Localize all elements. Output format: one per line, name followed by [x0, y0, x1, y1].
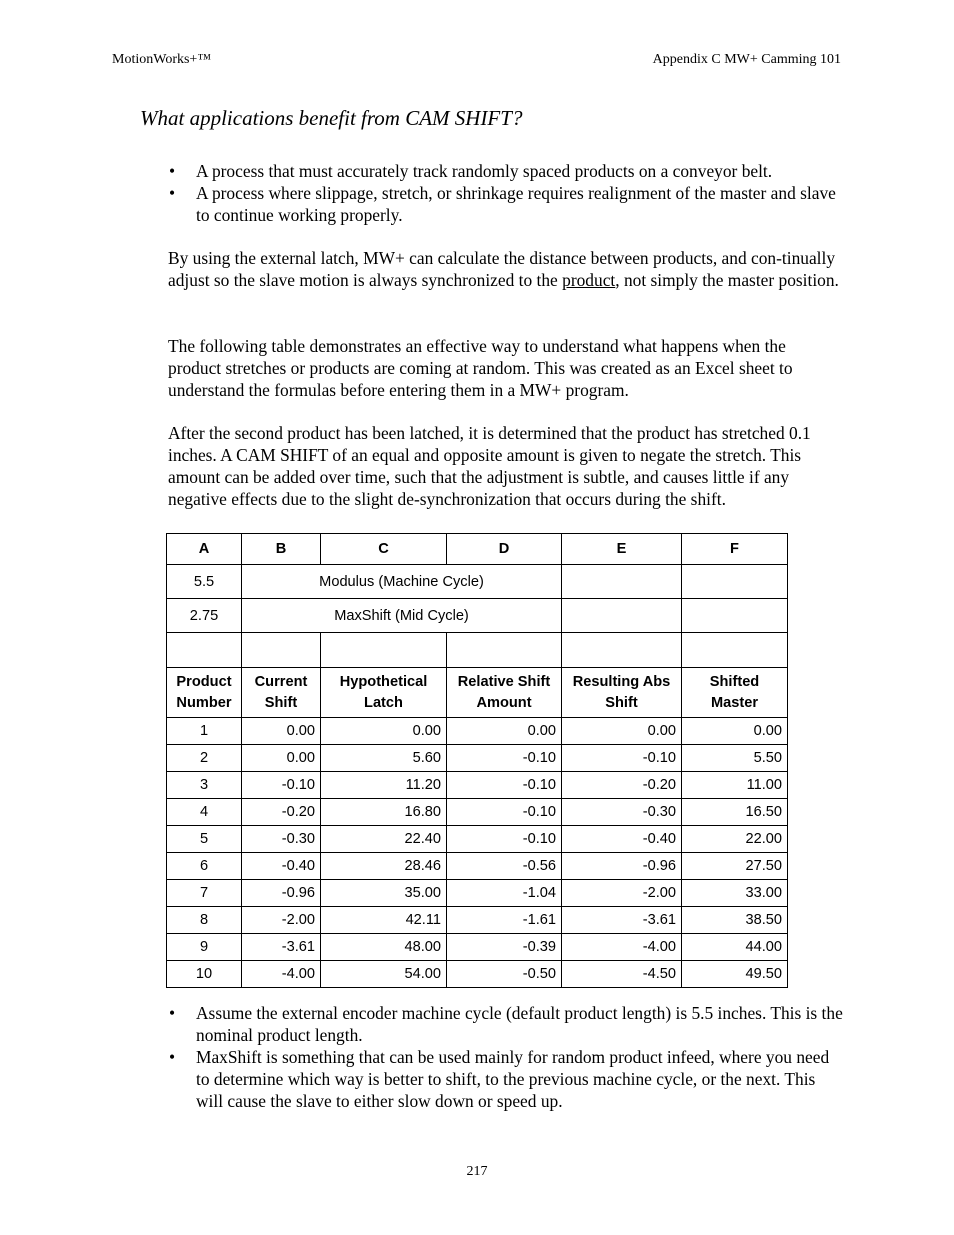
table-cell: -0.10: [447, 772, 562, 799]
empty-cell: [562, 633, 682, 668]
table-cell: -0.10: [562, 745, 682, 772]
table-row: [167, 853, 788, 880]
table-cell: -2.00: [562, 880, 682, 907]
empty-cell: [242, 633, 321, 668]
table-cell: 22.40: [321, 826, 447, 853]
column-letter: D: [447, 534, 562, 565]
table-cell: -0.39: [447, 934, 562, 961]
table-body: [167, 718, 788, 988]
paragraph-latch: [168, 247, 843, 291]
column-header-resulting-abs-shift: Resulting Abs Shift: [562, 668, 682, 718]
empty-cell: [562, 599, 682, 633]
table-cell: 0.00: [321, 718, 447, 745]
param-label: Modulus (Machine Cycle): [242, 565, 562, 599]
section-heading: What applications benefit from CAM SHIFT?: [140, 106, 523, 130]
table-cell: 5.50: [682, 745, 788, 772]
empty-cell: [562, 565, 682, 599]
table-cell: 0.00: [562, 718, 682, 745]
table-cell: 5.60: [321, 745, 447, 772]
paragraph-text: By using the external latch, MW+ can calculate the distance between products, and con-tinually adjust so the slave motion is always synchronized to the: [168, 248, 836, 290]
table-cell: 35.00: [321, 880, 447, 907]
paragraph-stretch: After the second product has been latched, it is determined that the product has stretched 0.1 inches. A CAM SHIFT of an equal and opposite amount is given to negate the stretch. This amount can be added over time, such that the adjustment is subtle, and causes little if any negative effects due to the slight de-synchronization that occurs during the shift.: [168, 423, 811, 509]
table-cell: 3: [167, 772, 242, 799]
table-cell: 54.00: [321, 961, 447, 988]
param-row-modulus: [167, 565, 788, 599]
table-row: [167, 799, 788, 826]
table-cell: 27.50: [682, 853, 788, 880]
table-cell: -0.20: [562, 772, 682, 799]
table-row: [167, 934, 788, 961]
table-cell: 38.50: [682, 907, 788, 934]
list-item: • Assume the external encoder machine cycle (default product length) is 5.5 inches. This is the nominal product length.: [168, 1002, 843, 1046]
table-cell: 48.00: [321, 934, 447, 961]
table-cell: 4: [167, 799, 242, 826]
list-item: • MaxShift is something that can be used mainly for random product infeed, where you need to determine which way is better to shift, to the previous machine cycle, or the next. This will cause the slave to either slow down or speed up.: [168, 1046, 843, 1112]
table-cell: 8: [167, 907, 242, 934]
table-cell: 33.00: [682, 880, 788, 907]
column-letter: C: [321, 534, 447, 565]
column-letter: A: [167, 534, 242, 565]
table-cell: -0.30: [562, 799, 682, 826]
bullet-list-bottom: [168, 1002, 843, 1112]
column-letter: E: [562, 534, 682, 565]
empty-cell: [682, 599, 788, 633]
table-cell: 1: [167, 718, 242, 745]
table-cell: 6: [167, 853, 242, 880]
table-cell: 5: [167, 826, 242, 853]
table-cell: 0.00: [242, 745, 321, 772]
table-cell: 16.50: [682, 799, 788, 826]
table-cell: -0.10: [447, 799, 562, 826]
table-cell: 49.50: [682, 961, 788, 988]
table-row: [167, 907, 788, 934]
table-cell: -3.61: [562, 907, 682, 934]
table-cell: -0.56: [447, 853, 562, 880]
table-cell: -0.10: [242, 772, 321, 799]
empty-cell: [682, 565, 788, 599]
table-row: [167, 880, 788, 907]
table-cell: 16.80: [321, 799, 447, 826]
table-cell: -0.10: [447, 745, 562, 772]
table-cell: -0.40: [242, 853, 321, 880]
table-cell: -4.50: [562, 961, 682, 988]
underlined-word: product: [562, 270, 616, 290]
table-cell: -0.30: [242, 826, 321, 853]
page-number: 217: [466, 1164, 488, 1179]
table-row: [167, 961, 788, 988]
table-cell: 0.00: [242, 718, 321, 745]
table-cell: 2: [167, 745, 242, 772]
column-letter: B: [242, 534, 321, 565]
table-cell: -0.96: [562, 853, 682, 880]
table-cell: -0.40: [562, 826, 682, 853]
table-cell: 11.00: [682, 772, 788, 799]
table-cell: -0.10: [447, 826, 562, 853]
column-header-current-shift: Current Shift: [242, 668, 321, 718]
list-item: • A process that must accurately track randomly spaced products on a conveyor belt.: [168, 160, 843, 182]
column-header-relative-shift: Relative Shift Amount: [447, 668, 562, 718]
running-header-left: MotionWorks+™: [112, 52, 212, 67]
table-cell: 44.00: [682, 934, 788, 961]
param-value: 5.5: [167, 565, 242, 599]
param-label: MaxShift (Mid Cycle): [242, 599, 562, 633]
empty-cell: [682, 633, 788, 668]
table-cell: 11.20: [321, 772, 447, 799]
column-header-hypothetical-latch: Hypothetical Latch: [321, 668, 447, 718]
paragraph-text: , not simply the master position.: [615, 270, 839, 290]
empty-cell: [167, 633, 242, 668]
table-cell: -4.00: [562, 934, 682, 961]
param-value: 2.75: [167, 599, 242, 633]
table-cell: 42.11: [321, 907, 447, 934]
table-cell: 9: [167, 934, 242, 961]
running-header-right: Appendix C MW+ Camming 101: [652, 52, 841, 67]
table-cell: 7: [167, 880, 242, 907]
table-row: [167, 772, 788, 799]
empty-cell: [447, 633, 562, 668]
column-letter-row: [167, 534, 788, 565]
table-cell: -2.00: [242, 907, 321, 934]
paragraph-table-intro: The following table demonstrates an effective way to understand what happens when the product stretches or products are coming at random. This was created as an Excel sheet to understand the formulas before entering them in a MW+ program.: [168, 336, 793, 400]
blank-row: [167, 633, 788, 668]
table-cell: 28.46: [321, 853, 447, 880]
column-header-product-number: Product Number: [167, 668, 242, 718]
table-cell: -1.61: [447, 907, 562, 934]
table-cell: 22.00: [682, 826, 788, 853]
column-letter: F: [682, 534, 788, 565]
table-cell: 0.00: [447, 718, 562, 745]
cam-shift-table: [166, 533, 788, 988]
table-cell: -4.00: [242, 961, 321, 988]
table-cell: -1.04: [447, 880, 562, 907]
column-header-shifted-master: Shifted Master: [682, 668, 788, 718]
param-row-maxshift: [167, 599, 788, 633]
bullet-list-top: [168, 160, 843, 226]
table-row: [167, 718, 788, 745]
table-cell: -0.50: [447, 961, 562, 988]
table-cell: 0.00: [682, 718, 788, 745]
table-row: [167, 745, 788, 772]
table-cell: 10: [167, 961, 242, 988]
list-item: • A process where slippage, stretch, or shrinkage requires realignment of the master and slave to continue working properly.: [168, 182, 843, 226]
column-header-row: [167, 668, 788, 718]
table-row: [167, 826, 788, 853]
table-cell: -0.96: [242, 880, 321, 907]
table-cell: -3.61: [242, 934, 321, 961]
table-cell: -0.20: [242, 799, 321, 826]
empty-cell: [321, 633, 447, 668]
